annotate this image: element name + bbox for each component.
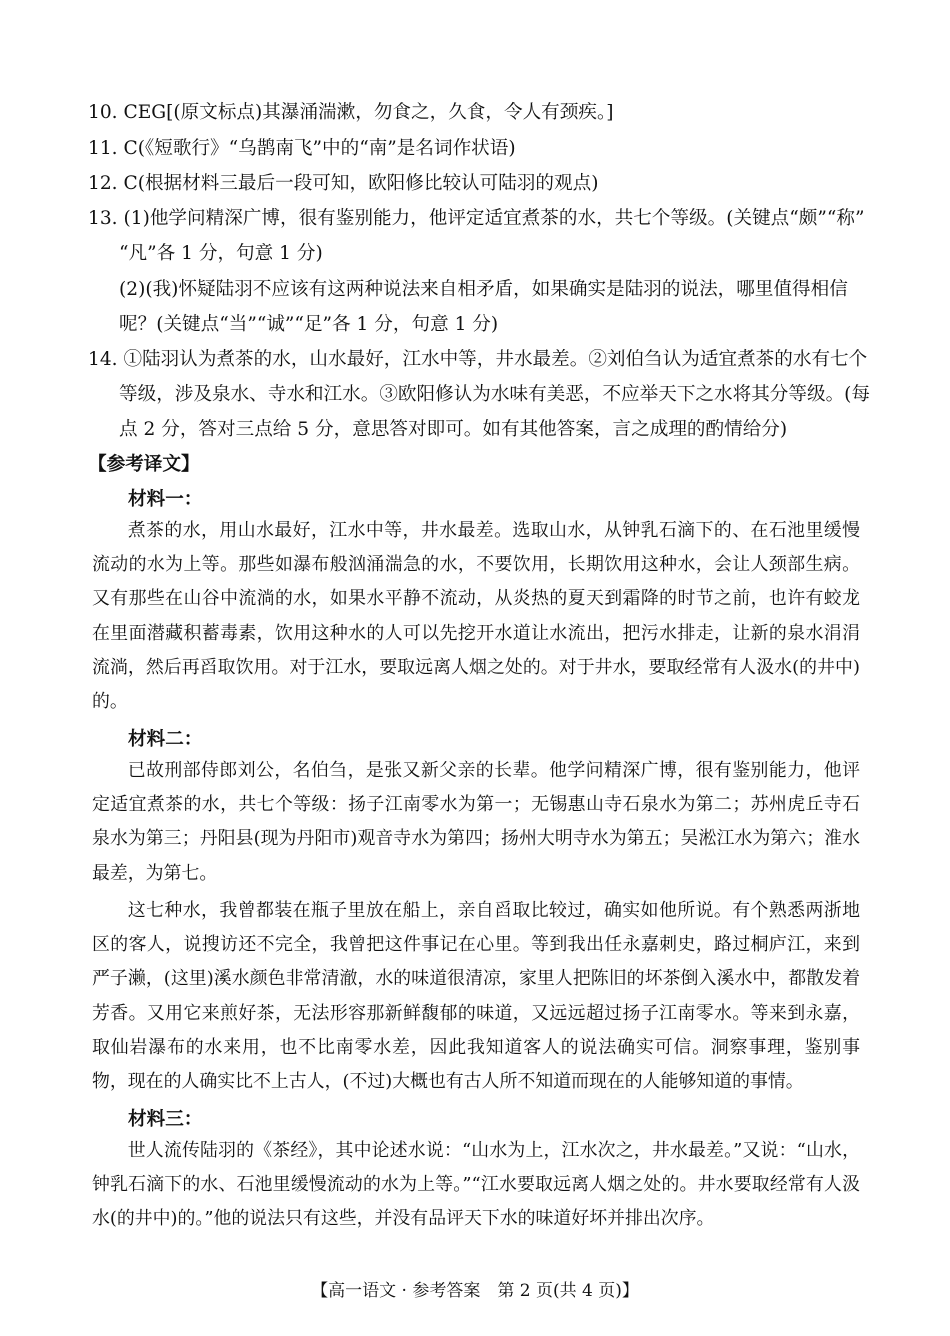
material-3-text: 世人流传陆羽的《茶经》，其中论述水说：“山水为上，江水次之，井水最差。”又说：“山水，钟乳石滴下的水、石池里缓慢流动的水为上等。”“江水要取远离人烟之处的。井水要取经常有人汲水(的井中)的。”他的说法只有这些，并没有品评天下水的味道好坏并排出次序。 bbox=[92, 1140, 860, 1230]
answer-11: 11. C(《短歌行》“乌鹊南飞”中的“南”是名词作状语) bbox=[88, 138, 516, 159]
answer-12: 12. C(根据材料三最后一段可知，欧阳修比较认可陆羽的观点) bbox=[88, 173, 599, 194]
translation-heading: 【参考译文】 bbox=[88, 454, 200, 475]
answer-13-part2-line2: 呢？(关键点“当”“诚”“足”各 1 分，句意 1 分) bbox=[119, 314, 499, 335]
answer-13-part1-line1: 13. (1)他学问精深广博，很有鉴别能力，他评定适宜煮茶的水，共七个等级。(关键点“颇”“称” bbox=[88, 208, 865, 229]
footer-text: 高一语文 · 参考答案 第 2 页(共 4 页) bbox=[328, 1281, 622, 1301]
material-2-paragraph-1: 已故刑部侍郎刘公，名伯刍，是张又新父亲的长辈。他学问精深广博，很有鉴别能力，他评定适宜煮茶的水，共七个等级：扬子江南零水为第一；无锡惠山寺石泉水为第二；苏州虎丘寺石泉水为第三；丹阳县(现为丹阳市)观音寺水为第四；扬州大明寺水为第五；吴淞江水为第六；淮水最差，为第七。 bbox=[92, 760, 860, 884]
page-footer bbox=[0, 1278, 950, 1304]
footer-left-bracket: 【 bbox=[311, 1281, 329, 1301]
answer-13-part1-line2: “凡”各 1 分，句意 1 分) bbox=[119, 243, 323, 264]
material-2-paragraph-2: 这七种水，我曾都装在瓶子里放在船上，亲自舀取比较过，确实如他所说。有个熟悉两浙地区的客人，说搜访还不完全，我曾把这件事记在心里。等到我出任永嘉刺史，路过桐庐江，来到严子濑，(这里)溪水颜色非常清澈，水的味道很清凉，家里人把陈旧的坏茶倒入溪水中，都散发着芳香。又用它来煎好茶，无法形容那新鲜馥郁的味道，又远远超过扬子江南零水。等来到永嘉，取仙岩瀑布的水来用，也不比南零水差，因此我知道客人的说法确实可信。洞察事理，鉴别事物，现在的人确实比不上古人，(不过)大概也有古人所不知道而现在的人能够知道的事情。 bbox=[92, 900, 860, 1093]
answer-14-line1: 14. ①陆羽认为煮茶的水，山水最好，江水中等，井水最差。②刘伯刍认为适宜煮茶的水有七个 bbox=[88, 349, 868, 370]
material-1-label: 材料一： bbox=[128, 489, 203, 510]
answer-14-line3: 点 2 分，答对三点给 5 分，意思答对即可。如有其他答案，言之成理的酌情给分) bbox=[119, 419, 788, 440]
material-3-label: 材料三： bbox=[128, 1109, 203, 1130]
answer-13-part2-line1: (2)(我)怀疑陆羽不应该有这两种说法来自相矛盾，如果确实是陆羽的说法，哪里值得相信 bbox=[119, 279, 848, 300]
answer-10: 10. CEG[(原文标点)其瀑涌湍漱，勿食之，久食，令人有颈疾。] bbox=[88, 102, 614, 123]
material-2-label: 材料二： bbox=[128, 729, 203, 750]
answer-14-line2: 等级，涉及泉水、寺水和江水。③欧阳修认为水味有美恶，不应举天下之水将其分等级。(每 bbox=[119, 384, 871, 405]
material-1-text: 煮茶的水，用山水最好，江水中等，井水最差。选取山水，从钟乳石滴下的、在石池里缓慢流动的水为上等。那些如瀑布般汹涌湍急的水，不要饮用，长期饮用这种水，会让人颈部生病。又有那些在山谷中流淌的水，如果水平静不流动，从炎热的夏天到霜降的时节之前，也许有蛟龙在里面潜藏积蓄毒素，饮用这种水的人可以先挖开水道让水流出，把污水排走，让新的泉水涓涓流淌，然后再舀取饮用。对于江水，要取远离人烟之处的。对于井水，要取经常有人汲水(的井中)的。 bbox=[92, 520, 860, 713]
footer-right-bracket: 】 bbox=[621, 1281, 639, 1301]
